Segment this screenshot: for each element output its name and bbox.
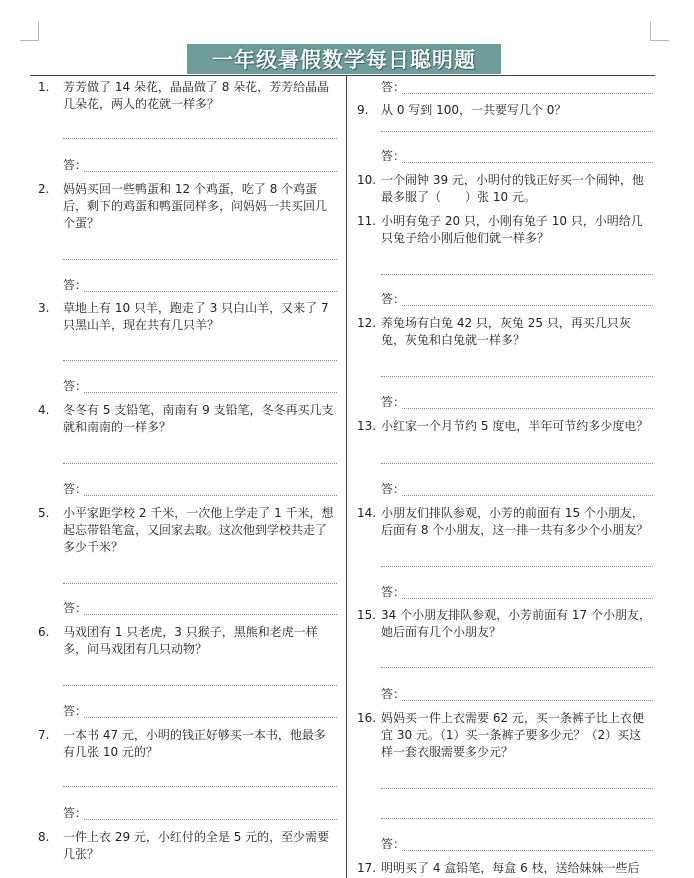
answer-label: 答：	[381, 585, 406, 599]
answer-label: 答：	[381, 482, 406, 496]
question-text: 冬冬有 5 支铅笔，南南有 9 支铅笔，冬冬再买几支就和南南的一样多？	[63, 403, 334, 434]
question-text: 马戏团有 1 只老虎，3 只猴子，黑熊和老虎一样多，问马戏团有几只动物？	[63, 625, 318, 656]
answer-line	[84, 291, 337, 292]
title-banner	[187, 44, 501, 74]
answer-line	[63, 583, 337, 584]
question-number: 13.	[357, 419, 377, 433]
answer-label: 答：	[63, 482, 88, 496]
question-number: 2.	[38, 182, 50, 196]
answer-line	[63, 138, 337, 139]
header-divider	[30, 75, 655, 76]
answer-label: 答：	[63, 601, 88, 615]
question-text: 养兔场有白兔 42 只，灰兔 25 只，再买几只灰兔，灰兔和白兔就一样多？	[381, 316, 631, 347]
question-number: 8.	[38, 830, 50, 844]
question-text: 一本书 47 元，小明的钱正好够买一本书，他最多有几张 10 元的？	[63, 728, 326, 759]
question-number: 17.	[357, 861, 377, 875]
answer-line	[63, 786, 337, 787]
question-number: 5.	[38, 506, 50, 520]
question-text: 小平家距学校 2 千米，一次他上学走了 1 千米，想起忘带铅笔盒，又回家去取。这次他到学校共走了多少千米？	[63, 506, 334, 554]
question-number: 3.	[38, 301, 50, 315]
question-text: 草地上有 10 只羊，跑走了 3 只白山羊，又来了 7 只黑山羊，现在共有几只羊？	[63, 301, 329, 332]
question-text: 34 个小朋友排队参观，小芳前面有 17 个小朋友，她后面有几个小朋友？	[381, 608, 651, 639]
answer-line	[381, 463, 653, 464]
question-number: 1.	[38, 80, 50, 94]
question-text: 小明有兔子 20 只，小刚有兔子 10 只，小明给几只兔子给小刚后他们就一样多？	[381, 214, 643, 245]
answer-label: 答：	[63, 806, 88, 820]
page-corner-mark	[20, 22, 39, 41]
answer-line	[84, 392, 337, 393]
answer-label: 答：	[381, 149, 406, 163]
question-text: 芳芳做了 14 朵花，晶晶做了 8 朵花，芳芳给晶晶几朵花，两人的花就一样多？	[63, 80, 330, 111]
answer-line	[402, 162, 653, 163]
page-title: 一年级暑假数学每日聪明题	[212, 48, 476, 72]
answer-label: 答：	[63, 278, 88, 292]
answer-line	[63, 463, 337, 464]
answer-label: 答：	[381, 80, 406, 94]
answer-line	[84, 819, 337, 820]
question-text: 妈妈买回一些鸭蛋和 12 个鸡蛋，吃了 8 个鸡蛋后，剩下的鸡蛋和鸭蛋同样多，问妈妈一共买回几个蛋？	[63, 182, 328, 230]
answer-line	[402, 850, 653, 851]
answer-line	[381, 274, 653, 275]
question-number: 15.	[357, 608, 377, 622]
answer-line	[63, 360, 337, 361]
question-number: 6.	[38, 625, 50, 639]
answer-label: 答：	[381, 292, 406, 306]
question-text: 明明买了 4 盒铅笔，每盒 6 枝，送给妹妹一些后	[381, 861, 640, 875]
question-number: 9.	[357, 103, 369, 117]
answer-line	[402, 700, 653, 701]
answer-line	[381, 788, 653, 789]
question-text: 小朋友们排队参观，小芳的前面有 15 个小朋友，后面有 8 个小朋友，这一排一共有多少个小朋友？	[381, 506, 649, 537]
question-text: 一个闹钟 39 元，小明付的钱正好买一个闹钟，他最多服了（ ）张 10 元。	[381, 173, 644, 204]
answer-line	[402, 408, 653, 409]
answer-line	[381, 131, 653, 132]
answer-line	[381, 376, 653, 377]
answer-line	[84, 495, 337, 496]
answer-line	[63, 259, 337, 260]
answer-line	[381, 566, 653, 567]
page-corner-mark	[650, 22, 669, 41]
answer-label: 答：	[381, 395, 406, 409]
answer-line	[402, 598, 653, 599]
answer-label: 答：	[63, 704, 88, 718]
answer-line	[402, 93, 653, 94]
answer-line	[402, 495, 653, 496]
answer-label: 答：	[63, 158, 88, 172]
question-number: 4.	[38, 403, 50, 417]
question-number: 7.	[38, 728, 50, 742]
question-number: 12.	[357, 316, 377, 330]
question-text: 小红家一个月节约 5 度电，半年可节约多少度电？	[381, 419, 649, 433]
answer-label: 答：	[63, 379, 88, 393]
answer-line	[84, 171, 337, 172]
answer-line	[63, 685, 337, 686]
question-number: 14.	[357, 506, 377, 520]
answer-label: 答：	[381, 687, 406, 701]
answer-line	[381, 818, 653, 819]
answer-line	[381, 667, 653, 668]
question-number: 16.	[357, 711, 377, 725]
question-text: 从 0 写到 100，一共要写几个 0？	[381, 103, 567, 117]
answer-line	[84, 614, 337, 615]
question-number: 11.	[357, 214, 377, 228]
question-text: 妈妈买一件上衣需要 62 元，买一条裤子比上衣便宜 30 元。（1）买一条裤子要多少元？（2）买这样一套衣服需要多少元？	[381, 711, 644, 759]
answer-line	[402, 305, 653, 306]
question-number: 10.	[357, 173, 377, 187]
answer-label: 答：	[381, 837, 406, 851]
answer-line	[84, 717, 337, 718]
question-text: 一件上衣 29 元，小红付的全是 5 元的，至少需要几张？	[63, 830, 330, 861]
column-divider	[346, 75, 347, 878]
